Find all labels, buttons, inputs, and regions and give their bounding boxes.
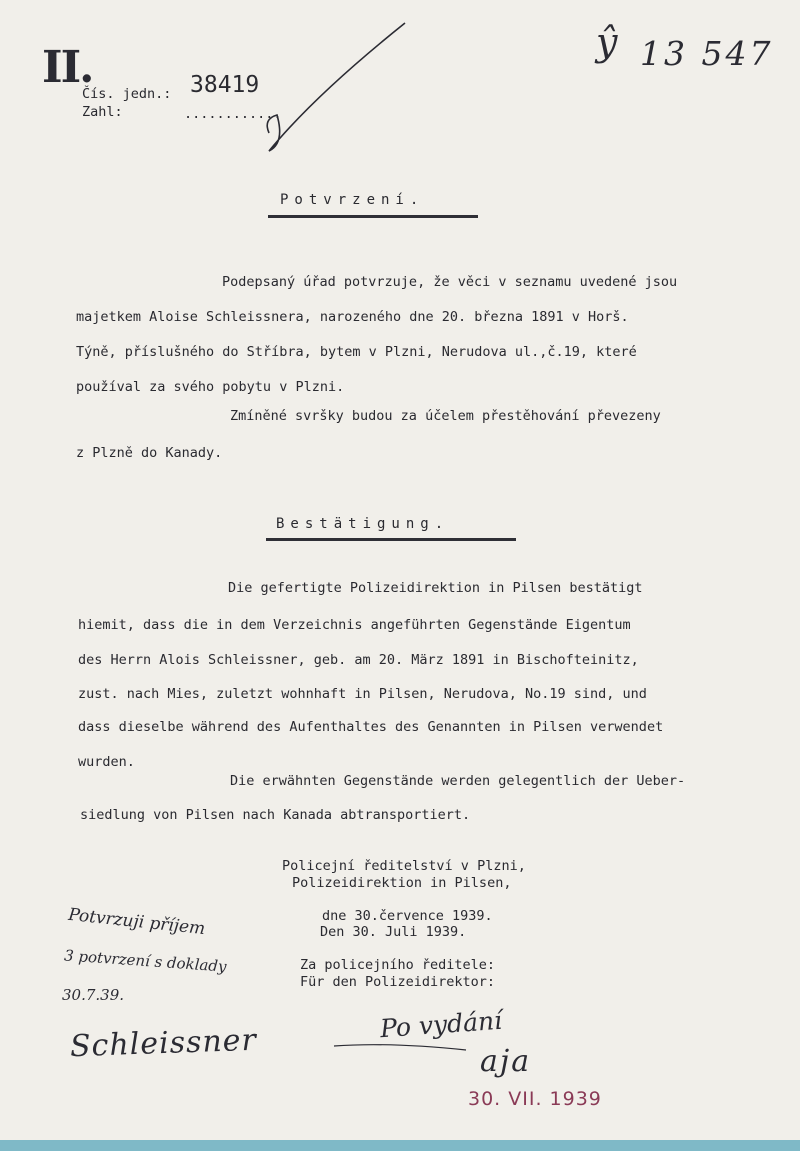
czech-heading-underline [268, 215, 478, 218]
czech-line: majetkem Aloise Schleissnera, narozeného dne 20. března 1891 v Horš. [76, 309, 629, 325]
czech-line: z Plzně do Kanady. [76, 445, 223, 461]
czech-line: Zmíněné svršky budou za účelem přestěhování převezeny [230, 408, 661, 424]
attachment-label: Zahl: [82, 104, 123, 120]
date-czech: dne 30.července 1939. [322, 908, 493, 924]
check-mark-stroke [255, 15, 415, 155]
for-director-german: Für den Polizeidirektor: [300, 974, 496, 990]
czech-line: používal za svého pobytu v Plzni. [76, 379, 345, 395]
handwritten-signature: Schleissner [69, 1022, 258, 1065]
bottom-edge-strip [0, 1140, 800, 1151]
date-german: Den 30. Juli 1939. [320, 924, 467, 940]
german-heading: Bestätigung. [276, 516, 450, 532]
german-line: wurden. [78, 754, 135, 770]
date-stamp: 30. VII. 1939 [468, 1088, 602, 1110]
roman-marker: II. [42, 42, 93, 93]
german-line: hiemit, dass die in dem Verzeichnis angeführten Gegenstände Eigentum [78, 617, 631, 633]
attachment-dots: ............ [184, 106, 282, 122]
official-signature: Po vydání [379, 1005, 503, 1044]
for-director-czech: Za policejního ředitele: [300, 957, 496, 973]
czech-heading: Potvrzení. [280, 192, 425, 208]
reference-number: 38419 [190, 72, 260, 98]
archive-prefix: ŷ [596, 20, 618, 64]
handwritten-receipt-line1: Potvrzuji příjem [67, 904, 207, 940]
czech-line: Týně, příslušného do Stříbra, bytem v Plzni, Nerudova ul.,č.19, které [76, 344, 637, 360]
czech-line: Podepsaný úřad potvrzuje, že věci v seznamu uvedené jsou [222, 274, 678, 290]
german-heading-underline [266, 538, 516, 541]
german-line: des Herrn Alois Schleissner, geb. am 20. März 1891 in Bischofteinitz, [78, 652, 639, 668]
german-line: siedlung von Pilsen nach Kanada abtransportiert. [80, 807, 471, 823]
archive-number: 13 547 [640, 34, 774, 73]
reference-label: Čís. jedn.: [82, 86, 172, 102]
german-line: zust. nach Mies, zuletzt wohnhaft in Pilsen, Nerudova, No.19 sind, und [78, 686, 647, 702]
german-line: Die gefertigte Polizeidirektion in Pilsen bestätigt [228, 580, 643, 596]
official-signature-stroke [330, 1040, 470, 1060]
handwritten-receipt-line2: 3 potvrzení s doklady [63, 946, 228, 976]
handwritten-receipt-date: 30.7.39. [62, 986, 125, 1004]
official-initials: aja [480, 1044, 532, 1079]
german-line: dass dieselbe während des Aufenthaltes des Genannten in Pilsen verwendet [78, 719, 664, 735]
german-line: Die erwähnten Gegenstände werden gelegentlich der Ueber- [230, 773, 686, 789]
authority-czech: Policejní ředitelství v Plzni, [282, 858, 526, 874]
authority-german: Polizeidirektion in Pilsen, [292, 875, 512, 891]
